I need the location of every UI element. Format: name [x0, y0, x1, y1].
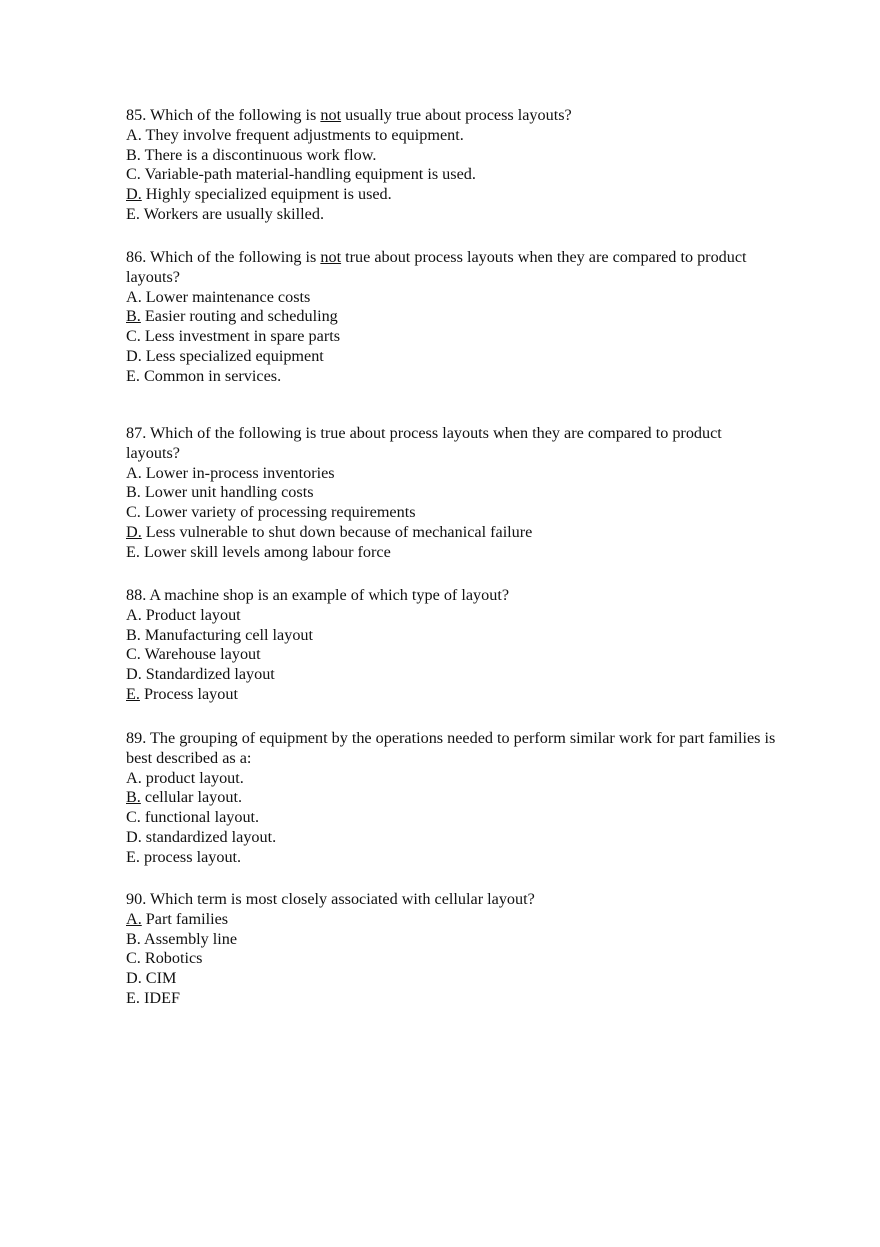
- option-e-answer: E. Process layout: [126, 684, 238, 703]
- emphasis-not: not: [320, 248, 342, 266]
- option-b: B. Lower unit handling costs: [126, 483, 314, 502]
- question-87: [126, 424, 776, 563]
- question-stem: 88. A machine shop is an example of which type of layout?: [126, 586, 510, 604]
- option-d: D. Standardized layout: [126, 665, 275, 684]
- question-stem: 87. Which of the following is true about process layouts when they are compared to product layouts?: [126, 424, 722, 462]
- option-b-answer: B. cellular layout.: [126, 788, 242, 807]
- option-a-answer: A. Part families: [126, 909, 229, 928]
- option-b: B. Manufacturing cell layout: [126, 625, 314, 644]
- option-a: A. They involve frequent adjustments to equipment.: [126, 125, 464, 144]
- answer-marker: E.: [126, 684, 140, 703]
- question-90: [126, 890, 776, 1009]
- option-c: C. Robotics: [126, 949, 203, 968]
- option-c: C. Lower variety of processing requirements: [126, 503, 416, 522]
- option-d-answer: D. Highly specialized equipment is used.: [126, 185, 392, 204]
- option-c: C. Warehouse layout: [126, 645, 261, 664]
- option-e: E. IDEF: [126, 988, 180, 1007]
- question-stem: 85. Which of the following is not usually true about process layouts?: [126, 106, 572, 124]
- question-86: [126, 248, 776, 387]
- answer-marker: D.: [126, 522, 142, 541]
- option-d-answer: D. Less vulnerable to shut down because of mechanical failure: [126, 522, 533, 541]
- option-d: D. standardized layout.: [126, 827, 277, 846]
- answer-marker: B.: [126, 307, 141, 326]
- answer-marker: B.: [126, 788, 141, 807]
- answer-marker: D.: [126, 185, 142, 204]
- question-89: [126, 729, 776, 868]
- question-stem: 86. Which of the following is not true about process layouts when they are compared to product layouts?: [126, 248, 747, 286]
- option-a: A. product layout.: [126, 768, 244, 787]
- option-b: B. Assembly line: [126, 929, 238, 948]
- question-85: [126, 106, 776, 225]
- emphasis-not: not: [320, 106, 342, 124]
- option-a: A. Lower maintenance costs: [126, 287, 311, 306]
- option-a: A. Lower in-process inventories: [126, 463, 335, 482]
- question-stem: 90. Which term is most closely associated with cellular layout?: [126, 890, 535, 908]
- question-stem: 89. The grouping of equipment by the operations needed to perform similar work for part families is best described as a:: [126, 729, 776, 767]
- option-c: C. Variable-path material-handling equipment is used.: [126, 165, 476, 184]
- option-b: B. There is a discontinuous work flow.: [126, 145, 377, 164]
- answer-marker: A.: [126, 909, 142, 928]
- option-c: C. Less investment in spare parts: [126, 327, 341, 346]
- option-e: E. Common in services.: [126, 366, 282, 385]
- option-d: D. CIM: [126, 969, 177, 988]
- option-e: E. process layout.: [126, 847, 242, 866]
- option-c: C. functional layout.: [126, 808, 260, 827]
- option-a: A. Product layout: [126, 605, 241, 624]
- option-e: E. Workers are usually skilled.: [126, 204, 324, 223]
- option-d: D. Less specialized equipment: [126, 346, 324, 365]
- option-e: E. Lower skill levels among labour force: [126, 542, 391, 561]
- question-88: [126, 586, 776, 705]
- option-b-answer: B. Easier routing and scheduling: [126, 307, 338, 326]
